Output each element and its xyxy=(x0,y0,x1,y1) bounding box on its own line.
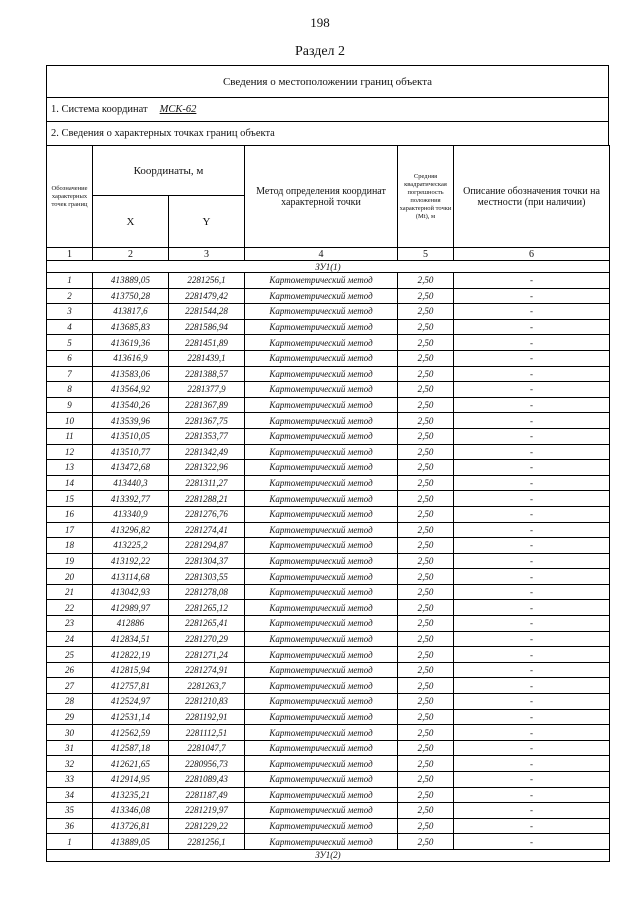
coord-x: 413440,3 xyxy=(93,475,169,491)
coord-y: 2281544,28 xyxy=(169,304,245,320)
table-row xyxy=(47,694,610,710)
coord-x: 413583,06 xyxy=(93,366,169,382)
description: - xyxy=(454,787,610,803)
accuracy: 2,50 xyxy=(398,522,454,538)
method: Картометрический метод xyxy=(245,631,398,647)
coord-system-label: 1. Система координат xyxy=(51,104,148,115)
accuracy: 2,50 xyxy=(398,584,454,600)
coord-y: 2281089,43 xyxy=(169,772,245,788)
accuracy: 2,50 xyxy=(398,740,454,756)
accuracy: 2,50 xyxy=(398,475,454,491)
coord-x: 413296,82 xyxy=(93,522,169,538)
coord-y: 2281187,49 xyxy=(169,787,245,803)
coord-y: 2281270,29 xyxy=(169,631,245,647)
accuracy: 2,50 xyxy=(398,304,454,320)
point-number: 30 xyxy=(47,725,93,741)
coord-x: 412815,94 xyxy=(93,662,169,678)
coord-x: 413192,22 xyxy=(93,553,169,569)
method: Картометрический метод xyxy=(245,772,398,788)
method: Картометрический метод xyxy=(245,709,398,725)
coord-x: 412524,97 xyxy=(93,694,169,710)
coord-y: 2280956,73 xyxy=(169,756,245,772)
header-designation: Обозначение характерных точек границ xyxy=(47,146,93,248)
description: - xyxy=(454,756,610,772)
table-row xyxy=(47,288,610,304)
accuracy: 2,50 xyxy=(398,631,454,647)
method: Картометрический метод xyxy=(245,273,398,289)
accuracy: 2,50 xyxy=(398,569,454,585)
point-number: 24 xyxy=(47,631,93,647)
method: Картометрический метод xyxy=(245,397,398,413)
description: - xyxy=(454,428,610,444)
method: Картометрический метод xyxy=(245,366,398,382)
method: Картометрический метод xyxy=(245,491,398,507)
point-number: 36 xyxy=(47,818,93,834)
table-row xyxy=(47,569,610,585)
coord-x: 413346,08 xyxy=(93,803,169,819)
coord-x: 412822,19 xyxy=(93,647,169,663)
table-row xyxy=(47,444,610,460)
accuracy: 2,50 xyxy=(398,694,454,710)
point-number: 20 xyxy=(47,569,93,585)
coord-y: 2281229,22 xyxy=(169,818,245,834)
coord-x: 413472,68 xyxy=(93,460,169,476)
table-row xyxy=(47,709,610,725)
description: - xyxy=(454,834,610,850)
table-row xyxy=(47,413,610,429)
point-number: 15 xyxy=(47,491,93,507)
description: - xyxy=(454,397,610,413)
point-number: 26 xyxy=(47,662,93,678)
point-number: 32 xyxy=(47,756,93,772)
accuracy: 2,50 xyxy=(398,428,454,444)
block-title: Сведения о местоположении границ объекта xyxy=(46,65,609,97)
coord-x: 412587,18 xyxy=(93,740,169,756)
section-title: Раздел 2 xyxy=(294,44,346,59)
coord-y: 2281276,76 xyxy=(169,506,245,522)
description: - xyxy=(454,335,610,351)
description: - xyxy=(454,522,610,538)
point-number: 21 xyxy=(47,584,93,600)
point-number: 11 xyxy=(47,428,93,444)
point-number: 12 xyxy=(47,444,93,460)
table-row xyxy=(47,803,610,819)
point-number: 35 xyxy=(47,803,93,819)
description: - xyxy=(454,600,610,616)
table-row xyxy=(47,382,610,398)
method: Картометрический метод xyxy=(245,413,398,429)
point-number: 7 xyxy=(47,366,93,382)
table-row xyxy=(47,553,610,569)
table-row xyxy=(47,397,610,413)
point-number: 25 xyxy=(47,647,93,663)
coord-x: 413889,05 xyxy=(93,834,169,850)
method: Картометрический метод xyxy=(245,288,398,304)
coord-y: 2281047,7 xyxy=(169,740,245,756)
description: - xyxy=(454,678,610,694)
table-row xyxy=(47,678,610,694)
method: Картометрический метод xyxy=(245,678,398,694)
method: Картометрический метод xyxy=(245,569,398,585)
coord-x: 413889,05 xyxy=(93,273,169,289)
coord-y: 2281367,75 xyxy=(169,413,245,429)
description: - xyxy=(454,616,610,632)
coord-x: 413564,92 xyxy=(93,382,169,398)
table-row xyxy=(47,506,610,522)
method: Картометрический метод xyxy=(245,818,398,834)
coord-y: 2281353,77 xyxy=(169,428,245,444)
table-row xyxy=(47,366,610,382)
point-number: 1 xyxy=(47,273,93,289)
method: Картометрический метод xyxy=(245,475,398,491)
accuracy: 2,50 xyxy=(398,273,454,289)
zone-label: ЗУ1(1) xyxy=(47,261,610,273)
accuracy: 2,50 xyxy=(398,413,454,429)
table-row xyxy=(47,491,610,507)
method: Картометрический метод xyxy=(245,725,398,741)
table-row xyxy=(47,756,610,772)
zone-label: ЗУ1(2) xyxy=(47,849,610,861)
header-method: Метод определения координат характерной точки xyxy=(245,146,398,248)
method: Картометрический метод xyxy=(245,662,398,678)
method: Картометрический метод xyxy=(245,584,398,600)
point-number: 34 xyxy=(47,787,93,803)
table-row xyxy=(47,631,610,647)
accuracy: 2,50 xyxy=(398,288,454,304)
description: - xyxy=(454,569,610,585)
point-number: 33 xyxy=(47,772,93,788)
coord-y: 2281479,42 xyxy=(169,288,245,304)
accuracy: 2,50 xyxy=(398,647,454,663)
accuracy: 2,50 xyxy=(398,335,454,351)
table-row xyxy=(47,787,610,803)
method: Картометрический метод xyxy=(245,319,398,335)
coord-y: 2281256,1 xyxy=(169,273,245,289)
point-number: 14 xyxy=(47,475,93,491)
coord-y: 2281311,27 xyxy=(169,475,245,491)
description: - xyxy=(454,460,610,476)
points-heading: 2. Сведения о характерных точках границ объекта xyxy=(46,121,609,145)
table-row xyxy=(47,647,610,663)
table-row xyxy=(47,772,610,788)
coord-y: 2281586,94 xyxy=(169,319,245,335)
table-row xyxy=(47,428,610,444)
column-number: 6 xyxy=(454,248,610,261)
point-number: 9 xyxy=(47,397,93,413)
accuracy: 2,50 xyxy=(398,803,454,819)
table-row xyxy=(47,818,610,834)
coord-y: 2281278,08 xyxy=(169,584,245,600)
coord-x: 413817,6 xyxy=(93,304,169,320)
accuracy: 2,50 xyxy=(398,506,454,522)
header-y: Y xyxy=(169,196,245,248)
description: - xyxy=(454,818,610,834)
coord-x: 413392,77 xyxy=(93,491,169,507)
description: - xyxy=(454,413,610,429)
coord-y: 2281112,51 xyxy=(169,725,245,741)
table-row xyxy=(47,460,610,476)
description: - xyxy=(454,444,610,460)
accuracy: 2,50 xyxy=(398,350,454,366)
accuracy: 2,50 xyxy=(398,725,454,741)
accuracy: 2,50 xyxy=(398,397,454,413)
method: Картометрический метод xyxy=(245,553,398,569)
method: Картометрический метод xyxy=(245,350,398,366)
point-number: 23 xyxy=(47,616,93,632)
point-number: 1 xyxy=(47,834,93,850)
table-row xyxy=(47,522,610,538)
point-number: 29 xyxy=(47,709,93,725)
accuracy: 2,50 xyxy=(398,444,454,460)
coord-y: 2281274,91 xyxy=(169,662,245,678)
method: Картометрический метод xyxy=(245,444,398,460)
description: - xyxy=(454,584,610,600)
coord-y: 2281192,91 xyxy=(169,709,245,725)
coord-y: 2281342,49 xyxy=(169,444,245,460)
zone-row xyxy=(47,849,610,861)
accuracy: 2,50 xyxy=(398,709,454,725)
method: Картометрический метод xyxy=(245,647,398,663)
description: - xyxy=(454,740,610,756)
coord-y: 2281303,55 xyxy=(169,569,245,585)
table-row xyxy=(47,273,610,289)
accuracy: 2,50 xyxy=(398,756,454,772)
point-number: 5 xyxy=(47,335,93,351)
accuracy: 2,50 xyxy=(398,491,454,507)
table-row xyxy=(47,584,610,600)
description: - xyxy=(454,382,610,398)
point-number: 13 xyxy=(47,460,93,476)
header-description: Описание обозначения точки на местности (при наличии) xyxy=(454,146,610,248)
description: - xyxy=(454,772,610,788)
description: - xyxy=(454,319,610,335)
coord-x: 413750,28 xyxy=(93,288,169,304)
coord-system-row xyxy=(46,97,609,121)
accuracy: 2,50 xyxy=(398,772,454,788)
coord-y: 2281294,87 xyxy=(169,538,245,554)
table-row xyxy=(47,335,610,351)
page-number: 198 xyxy=(310,15,330,30)
point-number: 4 xyxy=(47,319,93,335)
coord-x: 413539,96 xyxy=(93,413,169,429)
point-number: 8 xyxy=(47,382,93,398)
column-number: 3 xyxy=(169,248,245,261)
method: Картометрический метод xyxy=(245,756,398,772)
method: Картометрический метод xyxy=(245,460,398,476)
accuracy: 2,50 xyxy=(398,678,454,694)
point-number: 6 xyxy=(47,350,93,366)
document-table xyxy=(46,65,609,862)
method: Картометрический метод xyxy=(245,506,398,522)
accuracy: 2,50 xyxy=(398,366,454,382)
accuracy: 2,50 xyxy=(398,818,454,834)
method: Картометрический метод xyxy=(245,538,398,554)
coord-x: 412757,81 xyxy=(93,678,169,694)
accuracy: 2,50 xyxy=(398,319,454,335)
coord-y: 2281304,37 xyxy=(169,553,245,569)
point-number: 10 xyxy=(47,413,93,429)
coord-x: 413540,26 xyxy=(93,397,169,413)
column-number: 1 xyxy=(47,248,93,261)
description: - xyxy=(454,304,610,320)
coord-x: 413726,81 xyxy=(93,818,169,834)
coord-y: 2281265,41 xyxy=(169,616,245,632)
coord-x: 412914,95 xyxy=(93,772,169,788)
coord-x: 413685,83 xyxy=(93,319,169,335)
description: - xyxy=(454,803,610,819)
coord-y: 2281288,21 xyxy=(169,491,245,507)
method: Картометрический метод xyxy=(245,428,398,444)
accuracy: 2,50 xyxy=(398,538,454,554)
accuracy: 2,50 xyxy=(398,600,454,616)
description: - xyxy=(454,538,610,554)
header-x: X xyxy=(93,196,169,248)
accuracy: 2,50 xyxy=(398,662,454,678)
description: - xyxy=(454,647,610,663)
table-row xyxy=(47,740,610,756)
coord-y: 2281210,83 xyxy=(169,694,245,710)
table-row xyxy=(47,538,610,554)
coord-y: 2281451,89 xyxy=(169,335,245,351)
description: - xyxy=(454,273,610,289)
coord-y: 2281263,7 xyxy=(169,678,245,694)
column-number: 2 xyxy=(93,248,169,261)
accuracy: 2,50 xyxy=(398,382,454,398)
coord-y: 2281265,12 xyxy=(169,600,245,616)
description: - xyxy=(454,631,610,647)
coord-x: 413619,36 xyxy=(93,335,169,351)
accuracy: 2,50 xyxy=(398,553,454,569)
header-coordinates: Координаты, м xyxy=(93,146,245,196)
table-row xyxy=(47,475,610,491)
coord-system-value: МСК-62 xyxy=(159,104,197,115)
description: - xyxy=(454,366,610,382)
method: Картометрический метод xyxy=(245,335,398,351)
accuracy: 2,50 xyxy=(398,787,454,803)
coord-x: 413114,68 xyxy=(93,569,169,585)
table-row xyxy=(47,616,610,632)
coord-x: 413225,2 xyxy=(93,538,169,554)
coord-x: 413616,9 xyxy=(93,350,169,366)
point-number: 18 xyxy=(47,538,93,554)
column-number: 5 xyxy=(398,248,454,261)
coord-x: 413042,93 xyxy=(93,584,169,600)
point-number: 28 xyxy=(47,694,93,710)
description: - xyxy=(454,506,610,522)
coord-y: 2281322,96 xyxy=(169,460,245,476)
coord-x: 412989,97 xyxy=(93,600,169,616)
method: Картометрический метод xyxy=(245,787,398,803)
header-accuracy: Средняя квадратическая погрешность положения характерной точки (Mt), м xyxy=(398,146,454,248)
coord-y: 2281219,97 xyxy=(169,803,245,819)
description: - xyxy=(454,694,610,710)
method: Картометрический метод xyxy=(245,304,398,320)
zone-row xyxy=(47,261,610,273)
point-number: 16 xyxy=(47,506,93,522)
description: - xyxy=(454,491,610,507)
coord-y: 2281274,41 xyxy=(169,522,245,538)
column-numbers-row xyxy=(47,248,610,261)
column-number: 4 xyxy=(245,248,398,261)
point-number: 31 xyxy=(47,740,93,756)
coord-x: 412621,65 xyxy=(93,756,169,772)
method: Картометрический метод xyxy=(245,694,398,710)
method: Картометрический метод xyxy=(245,616,398,632)
point-number: 2 xyxy=(47,288,93,304)
points-table xyxy=(46,145,610,862)
coord-x: 412562,59 xyxy=(93,725,169,741)
coord-y: 2281439,1 xyxy=(169,350,245,366)
method: Картометрический метод xyxy=(245,382,398,398)
coord-y: 2281271,24 xyxy=(169,647,245,663)
accuracy: 2,50 xyxy=(398,460,454,476)
description: - xyxy=(454,553,610,569)
table-row xyxy=(47,600,610,616)
coord-x: 412886 xyxy=(93,616,169,632)
accuracy: 2,50 xyxy=(398,616,454,632)
coord-x: 413510,05 xyxy=(93,428,169,444)
method: Картометрический метод xyxy=(245,834,398,850)
table-row xyxy=(47,350,610,366)
table-row xyxy=(47,662,610,678)
method: Картометрический метод xyxy=(245,600,398,616)
table-row xyxy=(47,725,610,741)
description: - xyxy=(454,662,610,678)
method: Картометрический метод xyxy=(245,740,398,756)
coord-x: 412834,51 xyxy=(93,631,169,647)
table-row xyxy=(47,319,610,335)
coord-x: 413235,21 xyxy=(93,787,169,803)
description: - xyxy=(454,288,610,304)
point-number: 22 xyxy=(47,600,93,616)
coord-y: 2281367,89 xyxy=(169,397,245,413)
description: - xyxy=(454,709,610,725)
point-number: 27 xyxy=(47,678,93,694)
point-number: 17 xyxy=(47,522,93,538)
accuracy: 2,50 xyxy=(398,834,454,850)
table-row xyxy=(47,304,610,320)
method: Картометрический метод xyxy=(245,522,398,538)
description: - xyxy=(454,350,610,366)
method: Картометрический метод xyxy=(245,803,398,819)
coord-y: 2281388,57 xyxy=(169,366,245,382)
description: - xyxy=(454,725,610,741)
coord-x: 413510,77 xyxy=(93,444,169,460)
point-number: 19 xyxy=(47,553,93,569)
description: - xyxy=(454,475,610,491)
table-row xyxy=(47,834,610,850)
coord-x: 413340,9 xyxy=(93,506,169,522)
point-number: 3 xyxy=(47,304,93,320)
coord-y: 2281377,9 xyxy=(169,382,245,398)
coord-y: 2281256,1 xyxy=(169,834,245,850)
coord-x: 412531,14 xyxy=(93,709,169,725)
